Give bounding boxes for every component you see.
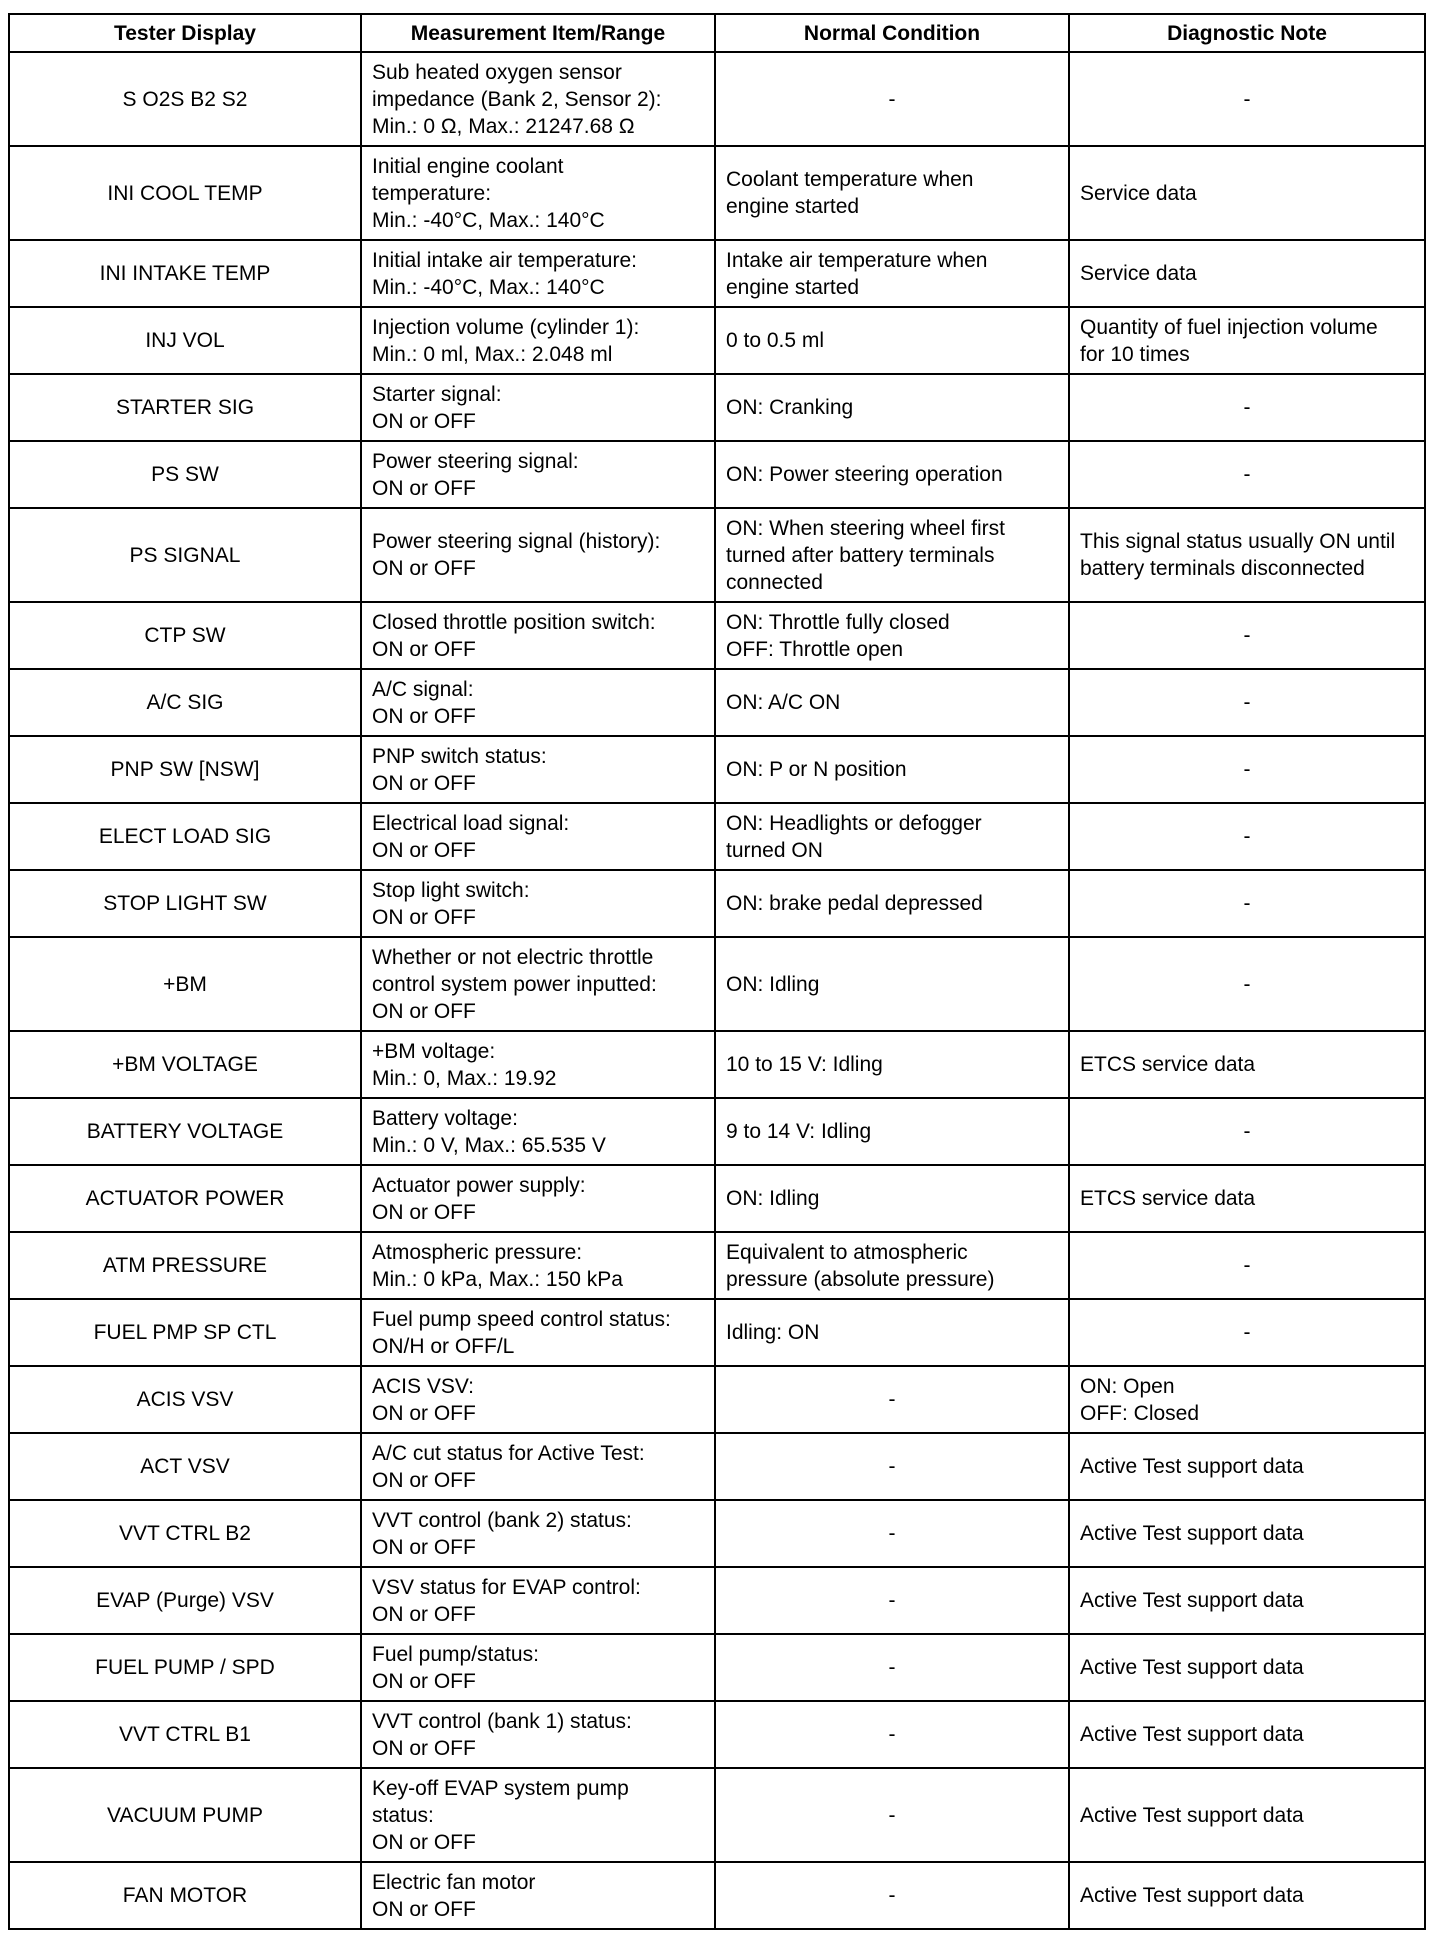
tester-display-cell: +BM (9, 937, 361, 1031)
table-row (9, 240, 1425, 307)
table-row (9, 736, 1425, 803)
normal-condition-cell: - (715, 1567, 1069, 1634)
measurement-item-cell: PNP switch status: ON or OFF (361, 736, 715, 803)
normal-condition-cell: Equivalent to atmospheric pressure (absolute pressure) (715, 1232, 1069, 1299)
tester-display-cell: +BM VOLTAGE (9, 1031, 361, 1098)
table-row (9, 803, 1425, 870)
measurement-item-cell: Fuel pump/status: ON or OFF (361, 1634, 715, 1701)
normal-condition-cell: Idling: ON (715, 1299, 1069, 1366)
table-row (9, 1031, 1425, 1098)
measurement-item-cell: Actuator power supply: ON or OFF (361, 1165, 715, 1232)
diagnostic-note-cell: Service data (1069, 240, 1425, 307)
normal-condition-cell: - (715, 1701, 1069, 1768)
diagnostic-note-cell: - (1069, 669, 1425, 736)
tester-display-cell: INJ VOL (9, 307, 361, 374)
table-row (9, 508, 1425, 602)
measurement-item-cell: Battery voltage: Min.: 0 V, Max.: 65.535 V (361, 1098, 715, 1165)
normal-condition-cell: - (715, 1500, 1069, 1567)
tester-display-cell: FUEL PMP SP CTL (9, 1299, 361, 1366)
table-row (9, 1634, 1425, 1701)
tester-display-cell: FAN MOTOR (9, 1862, 361, 1929)
table-row (9, 52, 1425, 146)
table-row (9, 937, 1425, 1031)
header-measurement-item: Measurement Item/Range (361, 14, 715, 52)
diagnostic-note-cell: ETCS service data (1069, 1031, 1425, 1098)
normal-condition-cell: ON: Throttle fully closed OFF: Throttle open (715, 602, 1069, 669)
diagnostic-note-cell: - (1069, 736, 1425, 803)
diagnostic-note-cell: - (1069, 937, 1425, 1031)
table-body (9, 52, 1425, 1929)
diagnostic-note-cell: - (1069, 52, 1425, 146)
diagnostic-note-cell: - (1069, 441, 1425, 508)
measurement-item-cell: Starter signal: ON or OFF (361, 374, 715, 441)
tester-display-cell: S O2S B2 S2 (9, 52, 361, 146)
diagnostic-note-cell: Active Test support data (1069, 1500, 1425, 1567)
diagnostic-note-cell: This signal status usually ON until battery terminals disconnected (1069, 508, 1425, 602)
normal-condition-cell: 9 to 14 V: Idling (715, 1098, 1069, 1165)
tester-display-cell: VVT CTRL B2 (9, 1500, 361, 1567)
diagnostic-note-cell: Service data (1069, 146, 1425, 240)
tester-display-cell: STARTER SIG (9, 374, 361, 441)
measurement-item-cell: Initial intake air temperature: Min.: -40°C, Max.: 140°C (361, 240, 715, 307)
measurement-item-cell: Stop light switch: ON or OFF (361, 870, 715, 937)
table-row (9, 1299, 1425, 1366)
measurement-item-cell: ACIS VSV: ON or OFF (361, 1366, 715, 1433)
tester-display-cell: VACUUM PUMP (9, 1768, 361, 1862)
tester-display-cell: ATM PRESSURE (9, 1232, 361, 1299)
table-row (9, 1165, 1425, 1232)
diagnostic-note-cell: - (1069, 374, 1425, 441)
table-row (9, 374, 1425, 441)
tester-display-cell: ACT VSV (9, 1433, 361, 1500)
diagnostic-note-cell: Active Test support data (1069, 1567, 1425, 1634)
measurement-item-cell: Power steering signal (history): ON or OFF (361, 508, 715, 602)
measurement-item-cell: Closed throttle position switch: ON or OFF (361, 602, 715, 669)
measurement-item-cell: Power steering signal: ON or OFF (361, 441, 715, 508)
tester-display-cell: FUEL PUMP / SPD (9, 1634, 361, 1701)
normal-condition-cell: ON: A/C ON (715, 669, 1069, 736)
table-row (9, 1862, 1425, 1929)
measurement-item-cell: +BM voltage: Min.: 0, Max.: 19.92 (361, 1031, 715, 1098)
table-row (9, 1768, 1425, 1862)
table-row (9, 602, 1425, 669)
measurement-item-cell: VVT control (bank 2) status: ON or OFF (361, 1500, 715, 1567)
normal-condition-cell: ON: Power steering operation (715, 441, 1069, 508)
diagnostic-note-cell: ON: Open OFF: Closed (1069, 1366, 1425, 1433)
tester-display-cell: ELECT LOAD SIG (9, 803, 361, 870)
table-row (9, 1098, 1425, 1165)
normal-condition-cell: 10 to 15 V: Idling (715, 1031, 1069, 1098)
diagnostic-note-cell: Active Test support data (1069, 1433, 1425, 1500)
table-row (9, 146, 1425, 240)
tester-display-cell: EVAP (Purge) VSV (9, 1567, 361, 1634)
diagnostic-note-cell: Active Test support data (1069, 1634, 1425, 1701)
diagnostic-note-cell: - (1069, 803, 1425, 870)
header-row (9, 14, 1425, 52)
tester-display-cell: BATTERY VOLTAGE (9, 1098, 361, 1165)
diagnostic-note-cell: Quantity of fuel injection volume for 10 times (1069, 307, 1425, 374)
normal-condition-cell: Coolant temperature when engine started (715, 146, 1069, 240)
normal-condition-cell: ON: brake pedal depressed (715, 870, 1069, 937)
normal-condition-cell: - (715, 1768, 1069, 1862)
tester-display-cell: PS SIGNAL (9, 508, 361, 602)
header-tester-display: Tester Display (9, 14, 361, 52)
data-list-table (8, 13, 1426, 1930)
normal-condition-cell: ON: P or N position (715, 736, 1069, 803)
normal-condition-cell: - (715, 1433, 1069, 1500)
measurement-item-cell: Key-off EVAP system pump status: ON or OFF (361, 1768, 715, 1862)
table-row (9, 870, 1425, 937)
table-row (9, 1500, 1425, 1567)
normal-condition-cell: - (715, 1862, 1069, 1929)
measurement-item-cell: Electric fan motor ON or OFF (361, 1862, 715, 1929)
diagnostic-note-cell: Active Test support data (1069, 1701, 1425, 1768)
normal-condition-cell: Intake air temperature when engine started (715, 240, 1069, 307)
measurement-item-cell: Whether or not electric throttle control system power inputted: ON or OFF (361, 937, 715, 1031)
diagnostic-note-cell: - (1069, 602, 1425, 669)
normal-condition-cell: ON: Headlights or defogger turned ON (715, 803, 1069, 870)
table-row (9, 1433, 1425, 1500)
table-row (9, 307, 1425, 374)
header-diagnostic-note: Diagnostic Note (1069, 14, 1425, 52)
table-header (9, 14, 1425, 52)
tester-display-cell: PS SW (9, 441, 361, 508)
measurement-item-cell: Initial engine coolant temperature: Min.: -40°C, Max.: 140°C (361, 146, 715, 240)
normal-condition-cell: - (715, 1366, 1069, 1433)
diagnostic-note-cell: Active Test support data (1069, 1768, 1425, 1862)
table-row (9, 1366, 1425, 1433)
tester-display-cell: ACIS VSV (9, 1366, 361, 1433)
header-normal-condition: Normal Condition (715, 14, 1069, 52)
normal-condition-cell: ON: Cranking (715, 374, 1069, 441)
measurement-item-cell: VSV status for EVAP control: ON or OFF (361, 1567, 715, 1634)
table-row (9, 1232, 1425, 1299)
table-row (9, 441, 1425, 508)
table-row (9, 1567, 1425, 1634)
tester-display-cell: INI INTAKE TEMP (9, 240, 361, 307)
diagnostic-note-cell: Active Test support data (1069, 1862, 1425, 1929)
diagnostic-note-cell: ETCS service data (1069, 1165, 1425, 1232)
tester-display-cell: A/C SIG (9, 669, 361, 736)
diagnostic-note-cell: - (1069, 1098, 1425, 1165)
tester-display-cell: VVT CTRL B1 (9, 1701, 361, 1768)
normal-condition-cell: ON: Idling (715, 937, 1069, 1031)
diagnostic-note-cell: - (1069, 1232, 1425, 1299)
measurement-item-cell: A/C signal: ON or OFF (361, 669, 715, 736)
normal-condition-cell: ON: Idling (715, 1165, 1069, 1232)
diagnostic-note-cell: - (1069, 1299, 1425, 1366)
tester-display-cell: ACTUATOR POWER (9, 1165, 361, 1232)
table-row (9, 1701, 1425, 1768)
measurement-item-cell: Electrical load signal: ON or OFF (361, 803, 715, 870)
normal-condition-cell: ON: When steering wheel first turned after battery terminals connected (715, 508, 1069, 602)
tester-display-cell: INI COOL TEMP (9, 146, 361, 240)
tester-display-cell: STOP LIGHT SW (9, 870, 361, 937)
table-row (9, 669, 1425, 736)
measurement-item-cell: Fuel pump speed control status: ON/H or OFF/L (361, 1299, 715, 1366)
tester-display-cell: PNP SW [NSW] (9, 736, 361, 803)
measurement-item-cell: Atmospheric pressure: Min.: 0 kPa, Max.: 150 kPa (361, 1232, 715, 1299)
measurement-item-cell: A/C cut status for Active Test: ON or OFF (361, 1433, 715, 1500)
measurement-item-cell: Injection volume (cylinder 1): Min.: 0 ml, Max.: 2.048 ml (361, 307, 715, 374)
tester-display-cell: CTP SW (9, 602, 361, 669)
normal-condition-cell: - (715, 1634, 1069, 1701)
measurement-item-cell: Sub heated oxygen sensor impedance (Bank 2, Sensor 2): Min.: 0 Ω, Max.: 21247.68 Ω (361, 52, 715, 146)
normal-condition-cell: 0 to 0.5 ml (715, 307, 1069, 374)
normal-condition-cell: - (715, 52, 1069, 146)
diagnostic-note-cell: - (1069, 870, 1425, 937)
measurement-item-cell: VVT control (bank 1) status: ON or OFF (361, 1701, 715, 1768)
